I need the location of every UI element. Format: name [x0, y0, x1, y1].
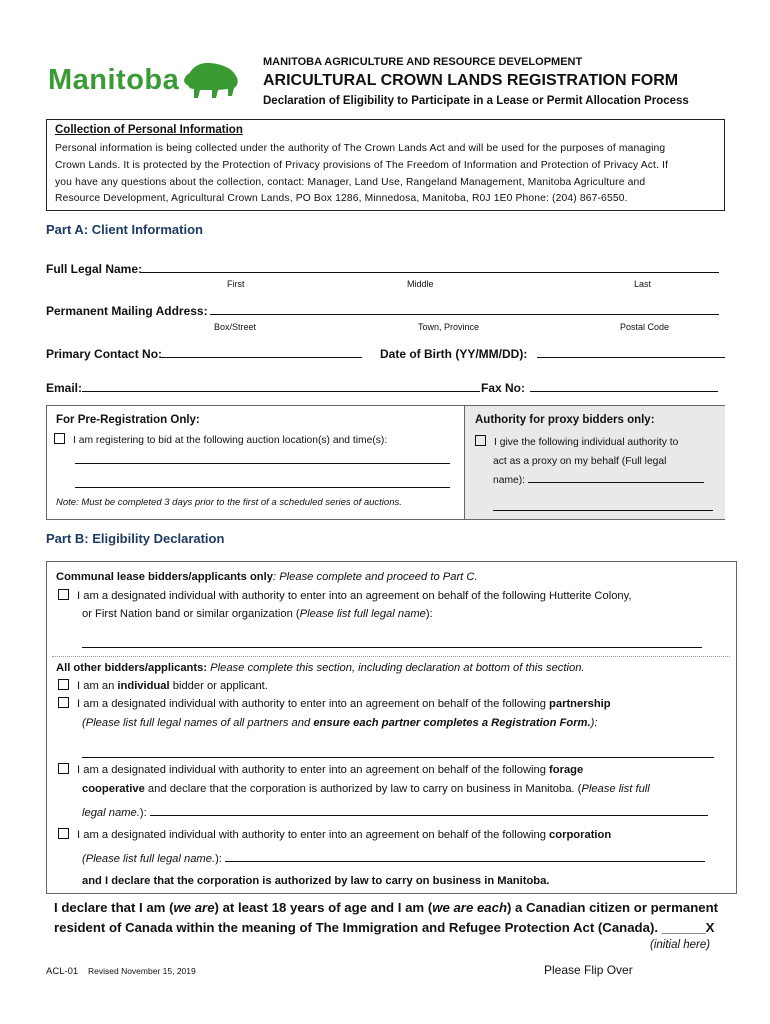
prereg-note: Note: Must be completed 3 days prior to the first of a scheduled series of auctions. [56, 497, 402, 508]
initial-here-label: (initial here) [650, 939, 711, 951]
others-heading: All other bidders/applicants: Please complete this section, including declaration at bottom of this section. [56, 662, 585, 674]
address-label: Permanent Mailing Address: [46, 304, 208, 318]
manitoba-logo [48, 58, 243, 102]
form-title: ARICULTURAL CROWN LANDS REGISTRATION FORM [263, 72, 679, 89]
middle-name-label: Middle [407, 279, 434, 289]
proxy-name-field[interactable] [528, 472, 704, 483]
communal-note: or First Nation band or similar organization (Please list full legal name): [82, 608, 433, 620]
prereg-checkbox[interactable] [54, 433, 65, 444]
coop-line-2: cooperative and declare that the corporation is authorized by law to carry on business in Manitoba. (Please list full [82, 783, 650, 795]
logo-wordmark: Manitoba [48, 64, 180, 96]
individual-option: I am an individual bidder or applicant. [58, 677, 268, 695]
fax-field[interactable] [530, 377, 718, 392]
part-a-heading: Part A: Client Information [46, 222, 203, 237]
postal-code-label: Postal Code [620, 322, 670, 332]
prereg-line-1[interactable] [75, 462, 450, 464]
corporation-line-2: (Please list full legal name.): [82, 850, 705, 868]
first-name-label: First [227, 279, 245, 289]
individual-checkbox[interactable] [58, 679, 69, 690]
dob-label: Date of Birth (YY/MM/DD): [380, 347, 528, 361]
email-field[interactable] [82, 377, 480, 392]
prereg-proxy-box [46, 405, 725, 520]
partnership-name-field[interactable] [82, 756, 714, 758]
revised-date: Revised November 15, 2019 [88, 966, 196, 976]
full-name-label: Full Legal Name: [46, 262, 143, 276]
communal-checkbox[interactable] [58, 589, 69, 600]
coop-line-3: legal name.): [82, 804, 708, 822]
communal-heading: Communal lease bidders/applicants only: Please complete and proceed to Part C. [56, 571, 478, 583]
age-citizenship-declaration: I declare that I am (we are) at least 18 years of age and I am (we are each) a Canadian citizen or permanent resident of Canada within the meaning of The Immigration and Refugee Protection Act (Canada). ______X [54, 900, 719, 935]
form-subtitle: Declaration of Eligibility to Participate in a Lease or Permit Allocation Process [263, 95, 689, 107]
proxy-heading: Authority for proxy bidders only: [475, 414, 655, 426]
privacy-notice [46, 119, 725, 211]
bison-icon [182, 58, 242, 100]
section-divider [52, 656, 730, 657]
corporation-name-field[interactable] [225, 851, 705, 862]
partnership-option: I am a designated individual with authority to enter into an agreement on behalf of the following partnership [58, 695, 611, 713]
department-name: MANITOBA AGRICULTURE AND RESOURCE DEVELOPMENT [263, 56, 583, 68]
coop-name-field[interactable] [150, 805, 708, 816]
prereg-line-2[interactable] [75, 486, 450, 488]
prereg-heading: For Pre-Registration Only: [56, 414, 200, 426]
communal-option: I am a designated individual with authority to enter into an agreement on behalf of the following Hutterite Colony, [58, 587, 632, 605]
contact-label: Primary Contact No: [46, 347, 163, 361]
privacy-text: Personal information is being collected under the authority of The Crown Lands Act and will be used for the purposes of managing Crown Lands. It is protected by the Protection of Privacy provisions of The Freedom of Information and Protection of Privacy Act. If you have any questions about the collection, contact: Manager, Land Use, Rangeland Management, Manitoba Agriculture and Resource Development, Agricultural Crown Lands, PO Box 1286, Minnedosa, Manitoba, R0J 1E0 Phone: (204) 867-6550. [55, 143, 669, 205]
communal-name-field[interactable] [82, 646, 702, 648]
corporation-option: I am a designated individual with authority to enter into an agreement on behalf of the following corporation [58, 826, 611, 844]
full-name-field[interactable] [141, 258, 719, 273]
coop-checkbox[interactable] [58, 763, 69, 774]
box-street-label: Box/Street [214, 322, 257, 332]
email-label: Email: [46, 381, 83, 395]
dob-field[interactable] [537, 343, 725, 358]
address-field[interactable] [210, 300, 719, 315]
fax-label: Fax No: [481, 381, 526, 395]
prereg-option: I am registering to bid at the following auction location(s) and time(s): [54, 433, 387, 446]
flip-over-note: Please Flip Over [544, 963, 633, 977]
town-province-label: Town, Province [418, 322, 480, 332]
proxy-checkbox[interactable] [475, 435, 486, 446]
corporation-declaration: and I declare that the corporation is authorized by law to carry on business in Manitoba. [82, 875, 550, 887]
proxy-text: I give the following individual authority to act as a proxy on my behalf (Full legal name): [475, 433, 704, 490]
partnership-note: (Please list full legal names of all partners and ensure each partner completes a Registration Form.): [82, 717, 598, 729]
proxy-line-2[interactable] [493, 509, 713, 511]
form-code: ACL-01 [46, 966, 79, 977]
last-name-label: Last [634, 279, 652, 289]
partnership-checkbox[interactable] [58, 697, 69, 708]
privacy-heading: Collection of Personal Information [55, 124, 243, 136]
contact-field[interactable] [160, 343, 362, 358]
coop-option: I am a designated individual with authority to enter into an agreement on behalf of the following forage [58, 761, 583, 779]
part-b-heading: Part B: Eligibility Declaration [46, 531, 225, 546]
corporation-checkbox[interactable] [58, 828, 69, 839]
